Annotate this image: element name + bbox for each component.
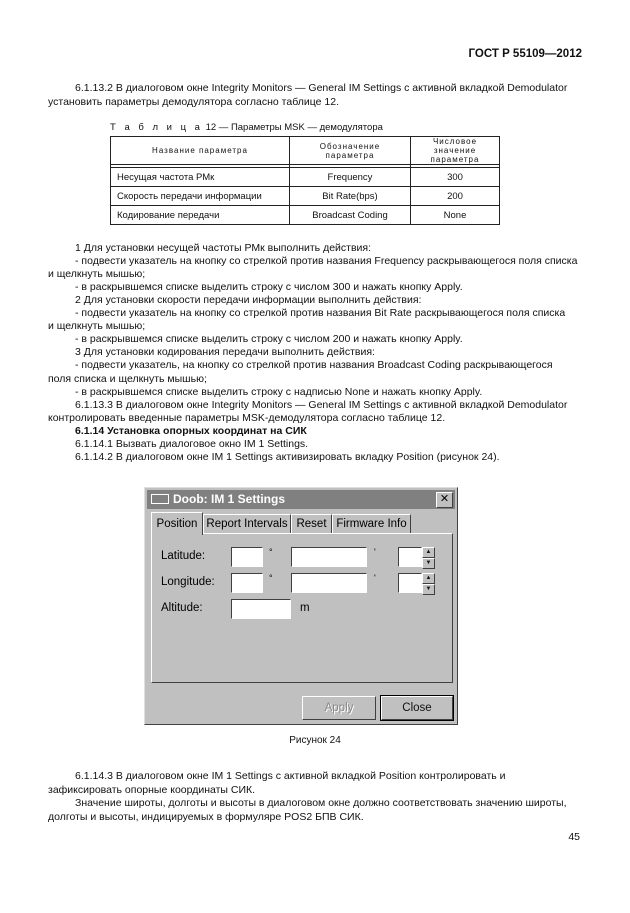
tab-firmware-info[interactable]: Firmware Info [332, 514, 411, 533]
window-icon [151, 494, 169, 504]
instruction-line: и щелкнуть мышью; [48, 268, 146, 281]
paragraph-6-1-13-2: 6.1.13.2 В диалоговом окне Integrity Monitors — General IM Settings с активной вкладкой Demodulator установить параметры демодулятора согласно таблице 12. [48, 82, 568, 108]
table-row [111, 187, 500, 206]
instruction-line: 6.1.14.2 В диалоговом окне IM 1 Settings активизировать вкладку Position (рисунок 24). [75, 450, 500, 463]
table-cell: 200 [411, 187, 500, 206]
close-button[interactable]: Close [381, 696, 453, 720]
spin-up-icon[interactable]: ▲ [422, 573, 435, 584]
table-cell: None [411, 206, 500, 225]
apply-button[interactable]: Apply [302, 696, 376, 720]
longitude-label: Longitude: [161, 576, 215, 588]
instruction-line: 6.1.13.3 В диалоговом окне Integrity Monitors — General IM Settings с активной вкладкой Demodulator [75, 398, 568, 411]
page-number: 45 [568, 831, 580, 843]
table-header-row [111, 137, 500, 165]
table-cell: Несущая частота РМк [111, 168, 290, 187]
table-caption-label: Т а б л и ц а [110, 122, 203, 133]
table-caption-text: 12 — Параметры MSK — демодулятора [205, 122, 383, 133]
instruction-line: - в раскрывшемся списке выделить строку с числом 200 и нажать кнопку Apply. [75, 333, 463, 346]
instruction-line: 1 Для установки несущей частоты РМк выполнить действия: [75, 242, 372, 254]
spin-up-icon[interactable]: ▲ [422, 547, 435, 558]
instruction-line: 6.1.14.1 Вызвать диалоговое окно IM 1 Settings. [75, 437, 309, 450]
longitude-degrees-input[interactable] [231, 573, 263, 593]
table-row [111, 168, 500, 187]
latitude-label: Latitude: [161, 550, 206, 562]
table-caption [110, 122, 383, 133]
tab-reset[interactable]: Reset [291, 514, 332, 533]
instruction-line: - в раскрывшемся списке выделить строку с надписью None и нажать кнопку Apply. [75, 385, 483, 398]
table-header-cell: Числовое значение параметра [411, 137, 500, 165]
dialog-titlebar[interactable] [147, 490, 455, 509]
tab-report-intervals[interactable]: Report Intervals [203, 514, 291, 533]
table-cell: Frequency [290, 168, 411, 187]
latitude-minutes-input[interactable] [291, 547, 367, 567]
instruction-line: - подвести указатель на кнопку со стрелкой против названия Frequency раскрывающегося поля списка [75, 255, 578, 268]
table-cell: Broadcast Coding [290, 206, 411, 225]
instruction-line: 3 Для установки кодирования передачи выполнить действия: [75, 346, 375, 359]
paragraph-6-1-14-3: 6.1.14.3 В диалоговом окне IM 1 Settings с активной вкладкой Position контролировать и зафиксировать опорные координаты СИК. [48, 770, 506, 796]
instruction-line: поля списка и щелкнуть мышью; [48, 372, 207, 385]
instruction-line: контролировать введенные параметры MSK-демодулятора согласно таблице 12. [48, 411, 446, 424]
latitude-degrees-input[interactable] [231, 547, 263, 567]
section-heading: 6.1.14 Установка опорных координат на СИК [75, 424, 307, 437]
instruction-line: - в раскрывшемся списке выделить строку с числом 300 и нажать кнопку Apply. [75, 281, 463, 294]
figure-caption: Рисунок 24 [289, 735, 341, 746]
im1-settings-dialog [144, 487, 458, 725]
table-cell: Bit Rate(bps) [290, 187, 411, 206]
instruction-line: и щелкнуть мышью; [48, 320, 146, 333]
longitude-hemisphere-input[interactable] [398, 573, 422, 593]
instruction-line: 2 Для установки скорости передачи информации выполнить действия: [75, 294, 422, 307]
longitude-minutes-input[interactable] [291, 573, 367, 593]
table-row [111, 206, 500, 225]
table-cell: Кодирование передачи [111, 206, 290, 225]
dialog-title: Doob: IM 1 Settings [173, 492, 285, 506]
instruction-line: - подвести указатель, на кнопку со стрелкой против названия Broadcast Coding раскрывающегося [75, 359, 553, 372]
tab-position[interactable]: Position [151, 512, 203, 535]
latitude-hemisphere-input[interactable] [398, 547, 422, 567]
altitude-unit: m [300, 602, 310, 614]
longitude-spinner[interactable] [422, 573, 435, 593]
table-header-cell: Обозначение параметра [290, 137, 411, 165]
altitude-label: Altitude: [161, 602, 203, 614]
document-header: ГОСТ Р 55109—2012 [468, 48, 582, 60]
spin-down-icon[interactable]: ▼ [422, 584, 435, 595]
close-icon[interactable]: ✕ [436, 492, 453, 508]
position-panel [151, 533, 453, 683]
instruction-line: - подвести указатель на кнопку со стрелкой против названия Bit Rate раскрывающегося поля списка [75, 307, 566, 320]
paragraph-values: Значение широты, долготы и высоты в диалоговом окне должно соответствовать значению широты, долготы и высоты, индицируемых в формуляре POS2 БПВ СИК. [48, 797, 567, 823]
minute-mark: ' [374, 547, 376, 557]
minute-mark: ' [374, 573, 376, 583]
table-header-cell: Название параметра [111, 137, 290, 165]
altitude-input[interactable] [231, 599, 291, 619]
table-cell: Скорость передачи информации [111, 187, 290, 206]
spin-down-icon[interactable]: ▼ [422, 558, 435, 569]
degree-mark: ° [269, 547, 273, 557]
latitude-spinner[interactable] [422, 547, 435, 567]
parameters-table [110, 136, 500, 225]
table-cell: 300 [411, 168, 500, 187]
degree-mark: ° [269, 573, 273, 583]
